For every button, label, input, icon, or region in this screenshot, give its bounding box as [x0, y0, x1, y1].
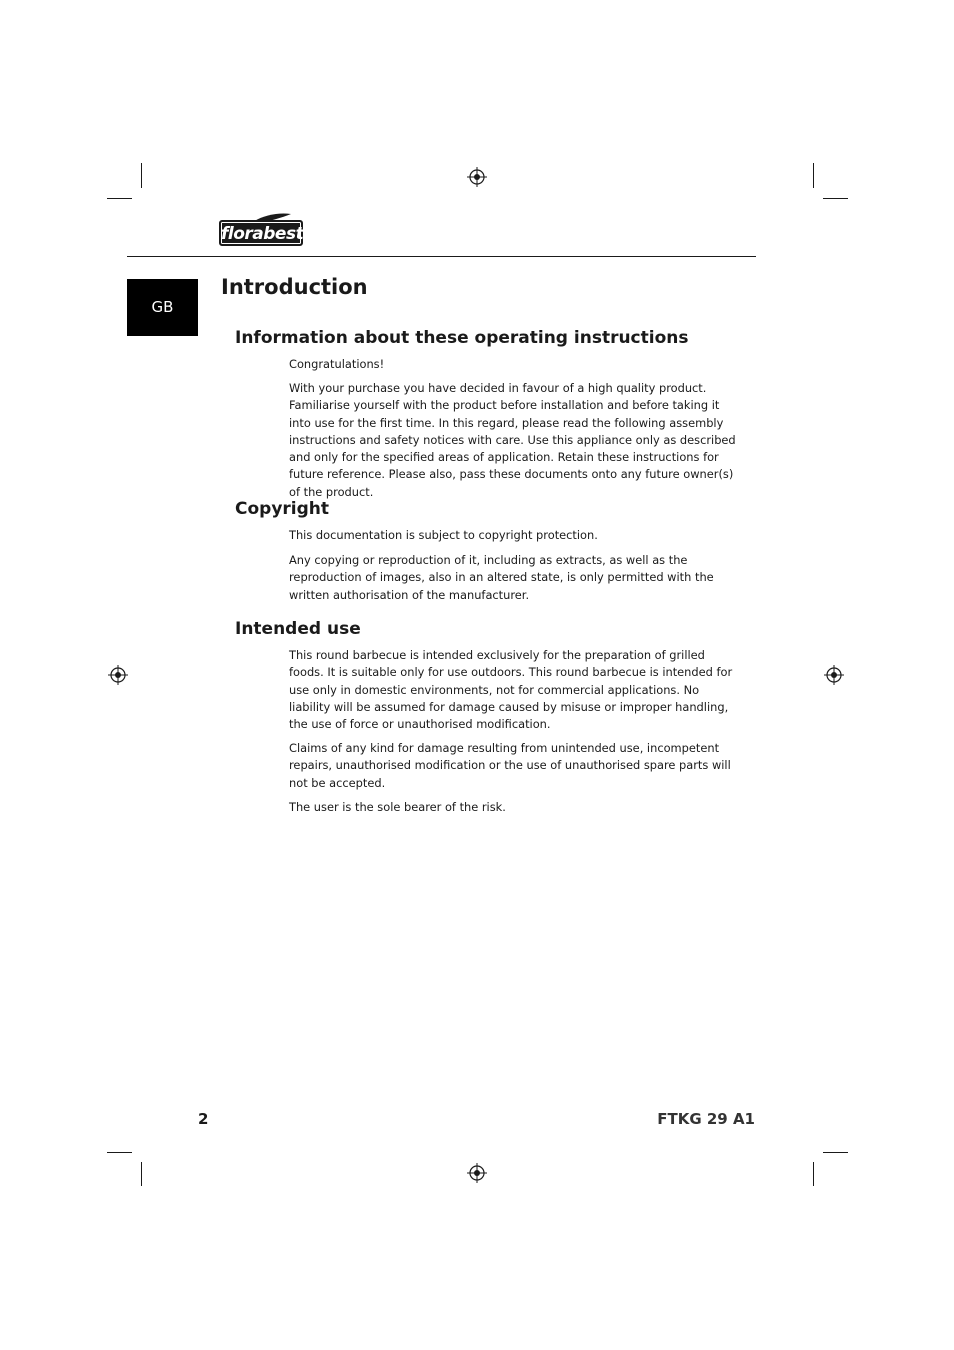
section-heading: Copyright	[235, 499, 330, 519]
language-tab: GB	[127, 279, 198, 336]
paragraph: Any copying or reproduction of it, including as extracts, as well as the reproduction of images, also in an altered state, is only permitted with the written authorisation of the manufacturer.	[289, 553, 714, 602]
crop-mark	[813, 163, 814, 188]
crop-mark	[141, 1162, 142, 1186]
crop-mark	[823, 198, 848, 199]
registration-mark-icon	[108, 665, 128, 685]
registration-mark-icon	[467, 1163, 487, 1183]
page-number: 2	[198, 1110, 209, 1128]
crop-mark	[107, 1152, 132, 1153]
brand-logo	[219, 212, 303, 246]
crop-mark	[823, 1152, 848, 1153]
model-number: FTKG 29 A1	[657, 1110, 755, 1128]
crop-mark	[141, 163, 142, 188]
registration-mark-icon	[467, 167, 487, 187]
paragraph: This documentation is subject to copyright protection.	[289, 528, 598, 542]
paragraph: With your purchase you have decided in favour of a high quality product. Familiarise yourself with the product before installation and before taking it into use for the first time. In this regard, please read the following assembly instructions and safety notices with care. Use this appliance only as described and only for the specified areas of application. Retain these instructions for future reference. Please also, pass these documents onto any future owner(s) of the product.	[289, 381, 736, 499]
paragraph: This round barbecue is intended exclusively for the preparation of grilled foods. It is suitable only for use outdoors. This round barbecue is intended for use only in domestic environments, not for commercial applications. No liability will be assumed for damage caused by misuse or improper handling, the use of force or unauthorised modification.	[289, 648, 733, 732]
section-heading: Intended use	[235, 619, 361, 639]
header-rule	[127, 256, 756, 257]
paragraph: Claims of any kind for damage resulting from unintended use, incompetent repairs, unauthorised modification or the use of unauthorised spare parts will not be accepted.	[289, 741, 731, 790]
paragraph: The user is the sole bearer of the risk.	[289, 800, 506, 814]
section-heading: Information about these operating instructions	[235, 328, 689, 348]
crop-mark	[107, 198, 132, 199]
paragraph: Congratulations!	[289, 357, 385, 371]
page-title: Introduction	[221, 275, 368, 299]
registration-mark-icon	[824, 665, 844, 685]
crop-mark	[813, 1162, 814, 1186]
brand-logo-text: florabest	[219, 220, 303, 246]
